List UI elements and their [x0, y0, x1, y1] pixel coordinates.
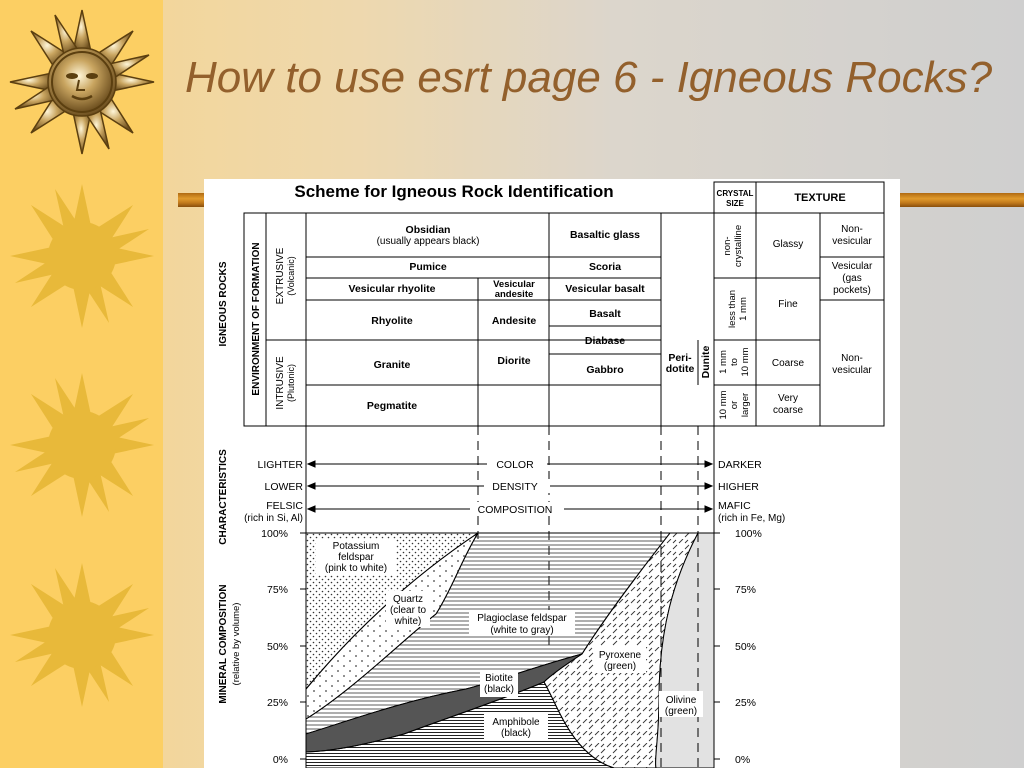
- crystal-mm-range: 1 mm: [718, 350, 729, 374]
- mineral-pyroxene: Pyroxene: [598, 650, 642, 661]
- rock-rhyolite: Rhyolite: [371, 315, 413, 327]
- char-color: COLOR: [496, 459, 534, 471]
- sun-face-icon: [10, 10, 154, 154]
- extrusive-sub-label: (Volcanic): [286, 256, 296, 296]
- char-mafic: MAFIC: [718, 500, 751, 512]
- decorative-sidebar: [0, 0, 163, 768]
- mineral-plagioclase: Plagioclase feldspar: [477, 613, 567, 624]
- scheme-title: Scheme for Igneous Rock Identification: [294, 182, 614, 201]
- sun-icon: [10, 563, 154, 707]
- texture-nonvesicular-2: vesicular: [832, 236, 872, 247]
- rock-vesicular-andesite: Vesicular: [493, 279, 535, 290]
- char-density: DENSITY: [492, 481, 538, 493]
- tick-left-50: 50%: [266, 641, 288, 653]
- crystal-size-header-2: SIZE: [726, 199, 744, 208]
- intrusive-label: INTRUSIVE: [275, 356, 286, 410]
- texture-coarse: Coarse: [771, 358, 805, 369]
- rock-gabbro: Gabbro: [586, 364, 624, 376]
- slide-title: How to use esrt page 6 - Igneous Rocks?: [185, 53, 993, 102]
- crystal-less-than: less than: [727, 289, 738, 329]
- char-lower: LOWER: [264, 481, 303, 493]
- mineral-composition-label: MINERAL COMPOSITION: [218, 584, 229, 704]
- texture-vesicular-2: (gas: [842, 273, 862, 284]
- mineral-quartz-3: white): [394, 616, 422, 627]
- rock-scoria: Scoria: [588, 261, 622, 273]
- char-mafic-note: (rich in Fe, Mg): [718, 513, 786, 524]
- texture-very-coarse-2: coarse: [772, 405, 804, 416]
- sun-decorations: [0, 0, 163, 768]
- tick-left-100: 100%: [261, 528, 288, 540]
- tick-right-100: 100%: [735, 528, 762, 540]
- crystal-noncrystalline: non-: [722, 236, 733, 256]
- char-darker: DARKER: [718, 459, 762, 471]
- texture-nonvesicular-b-2: vesicular: [832, 365, 872, 376]
- intrusive-sub-label: (Plutonic): [286, 363, 296, 403]
- mineral-potassium-3: (pink to white): [324, 563, 388, 574]
- crystal-larger: 10 mm: [718, 390, 729, 420]
- rock-basalt: Basalt: [589, 308, 621, 320]
- mineral-olivine-2: (green): [664, 706, 698, 717]
- rock-diorite: Diorite: [497, 355, 531, 367]
- mineral-sub-label: (relative by volume): [231, 602, 242, 686]
- texture-nonvesicular-b: Non-: [841, 353, 863, 364]
- rock-granite: Granite: [373, 359, 411, 371]
- texture-header: TEXTURE: [794, 192, 846, 204]
- rock-pegmatite: Pegmatite: [366, 400, 418, 412]
- tick-left-75: 75%: [266, 584, 288, 596]
- rock-diabase: Diabase: [584, 335, 626, 347]
- char-felsic-note: (rich in Si, Al): [244, 513, 303, 524]
- characteristics-label: CHARACTERISTICS: [218, 449, 229, 545]
- texture-nonvesicular: Non-: [841, 224, 863, 235]
- texture-vesicular-3: pockets): [833, 285, 871, 296]
- texture-vesicular: Vesicular: [831, 261, 873, 272]
- igneous-rock-scheme: [204, 179, 900, 768]
- texture-glassy: Glassy: [772, 239, 804, 250]
- mineral-amphibole: Amphibole: [492, 717, 540, 728]
- crystal-noncrystalline-2: crystalline: [733, 224, 744, 268]
- rock-obsidian-note: (usually appears black): [376, 236, 480, 247]
- crystal-less-than-2: 1 mm: [738, 297, 749, 321]
- rock-basaltic-glass: Basaltic glass: [569, 229, 641, 241]
- rock-pumice: Pumice: [409, 261, 447, 273]
- mineral-potassium: Potassium: [332, 541, 380, 552]
- tick-left-0: 0%: [272, 754, 288, 766]
- igneous-rocks-label: IGNEOUS ROCKS: [218, 261, 229, 347]
- rock-peridotite: Peri-: [668, 352, 692, 364]
- crystal-mm-range-2: to: [729, 358, 740, 366]
- rock-vesicular-andesite-2: andesite: [494, 289, 534, 300]
- tick-right-25: 25%: [735, 697, 757, 709]
- crystal-size-header: CRYSTAL: [716, 189, 754, 198]
- sun-icon: [10, 184, 154, 328]
- rock-peridotite-2: dotite: [665, 363, 695, 375]
- mineral-olivine: Olivine: [665, 695, 697, 706]
- mineral-amphibole-2: (black): [500, 728, 532, 739]
- tick-right-0: 0%: [735, 754, 751, 766]
- mineral-quartz-2: (clear to: [389, 605, 427, 616]
- char-composition: COMPOSITION: [477, 504, 553, 516]
- texture-very-coarse: Very: [777, 393, 799, 404]
- crystal-larger-2: or: [729, 400, 740, 410]
- tick-right-75: 75%: [735, 584, 757, 596]
- rock-andesite: Andesite: [491, 315, 537, 327]
- char-higher: HIGHER: [718, 481, 759, 493]
- environment-label: ENVIRONMENT OF FORMATION: [251, 242, 262, 396]
- texture-fine: Fine: [778, 299, 798, 310]
- mineral-potassium-2: feldspar: [338, 552, 374, 563]
- char-lighter: LIGHTER: [257, 459, 303, 471]
- tick-left-25: 25%: [266, 697, 288, 709]
- extrusive-label: EXTRUSIVE: [275, 247, 286, 305]
- rock-vesicular-rhyolite: Vesicular rhyolite: [348, 283, 436, 295]
- mineral-biotite-2: (black): [483, 684, 515, 695]
- rock-obsidian: Obsidian: [405, 224, 451, 236]
- tick-right-50: 50%: [735, 641, 757, 653]
- sun-icon: [10, 373, 154, 517]
- crystal-larger-3: larger: [740, 392, 751, 418]
- char-felsic: FELSIC: [266, 500, 303, 512]
- mineral-quartz: Quartz: [392, 594, 424, 605]
- rock-vesicular-basalt: Vesicular basalt: [565, 283, 645, 295]
- rock-dunite: Dunite: [700, 345, 712, 379]
- crystal-mm-range-3: 10 mm: [740, 347, 751, 377]
- mineral-plagioclase-2: (white to gray): [490, 625, 554, 636]
- mineral-pyroxene-2: (green): [603, 661, 637, 672]
- mineral-biotite: Biotite: [485, 673, 513, 684]
